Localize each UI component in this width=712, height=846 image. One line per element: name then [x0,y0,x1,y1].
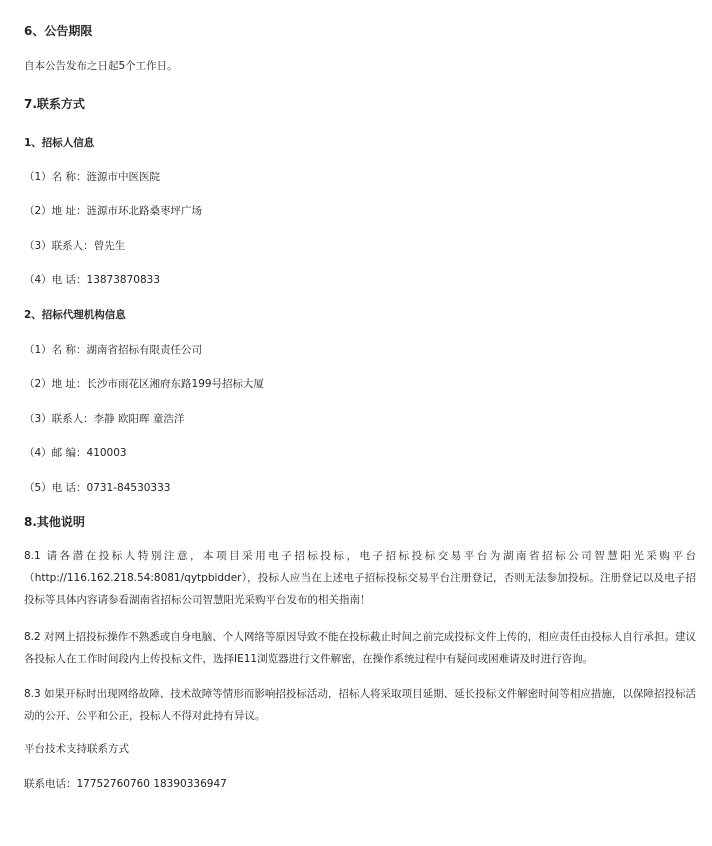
section-8-heading: 8.其他说明 [24,515,85,529]
agency-info-heading: 2、招标代理机构信息 [24,309,126,321]
agency-name: （1）名 称：湖南省招标有限责任公司 [24,344,203,356]
tenderer-phone: （4）电 话：13873870833 [24,274,161,286]
agency-postcode: （4）邮 编：410003 [24,447,127,459]
announcement-period-text: 自本公告发布之日起5个工作日。 [24,60,178,72]
support-title: 平台技术支持联系方式 [24,743,129,755]
note-8-2: 8.2 对网上招投标操作不熟悉或自身电脑、个人网络等原因导致不能在投标截止时间之前完成投标文件上传的，相应责任由投标人自行承担。建议各投标人在工作时间段内上传投标文件，选择IE11浏览器进行文件解密，在操作系统过程中有疑问或困难请及时进行咨询。 [24,631,696,665]
agency-contact: （3）联系人：李静 欧阳晖 童浩洋 [24,413,185,425]
tenderer-info-heading: 1、招标人信息 [24,137,95,149]
note-8-1: 8.1 请各潜在投标人特别注意，本项目采用电子招标投标，电子招标投标交易平台为湖南省招标公司智慧阳光采购平台（http://116.162.218.54:8081/qytpbidder），投标人应当在上述电子招标投标交易平台注册登记，否则无法参加投标。注册登记以及电子招投标等具体内容请参看湖南省招标公司智慧阳光采购平台发布的相关指南！ [24,550,696,606]
tenderer-address: （2）地 址：涟源市环北路桑枣坪广场 [24,205,203,217]
support-phone: 联系电话：17752760760 18390336947 [24,778,227,790]
tenderer-contact: （3）联系人：曾先生 [24,240,126,252]
tenderer-name: （1）名 称：涟源市中医医院 [24,171,161,183]
agency-address: （2）地 址：长沙市雨花区湘府东路199号招标大厦 [24,378,265,390]
agency-phone: （5）电 话：0731-84530333 [24,482,171,494]
section-6-heading: 6、公告期限 [24,24,93,38]
note-8-3: 8.3 如果开标时出现网络故障、技术故障等情形而影响招投标活动，招标人将采取项目延期、延长投标文件解密时间等相应措施，以保障招投标活动的公开、公平和公正，投标人不得对此持有异议。 [24,688,696,722]
section-7-heading: 7.联系方式 [24,97,85,111]
